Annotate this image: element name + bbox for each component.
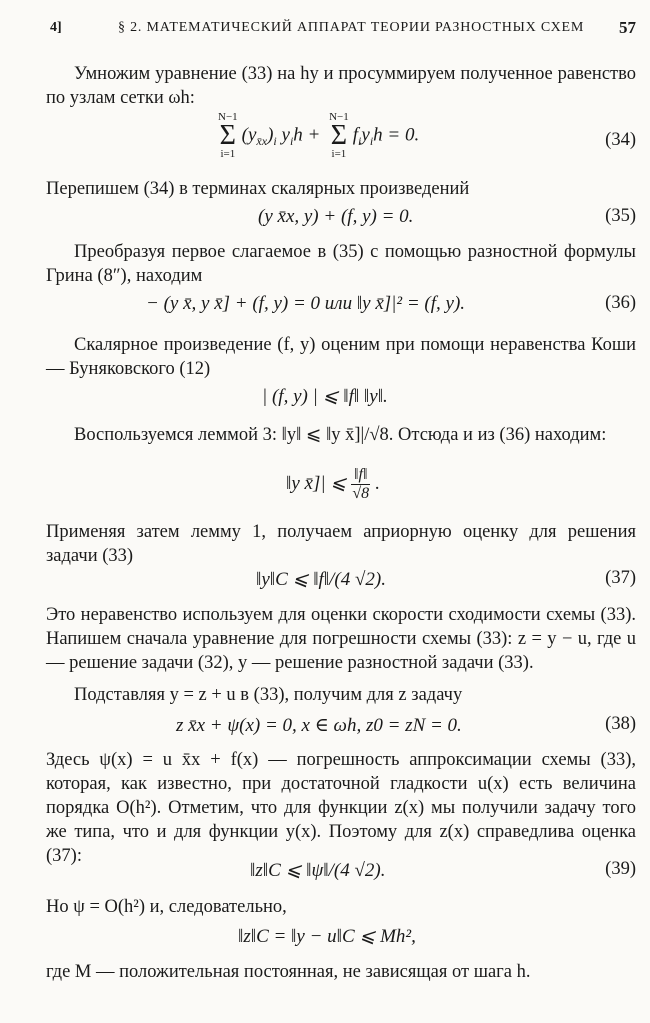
paragraph-11-text: где M — положительная постоянная, не зависящая от шага h. xyxy=(46,962,531,982)
paragraph-2-text: Перепишем (34) в терминах скалярных произведений xyxy=(46,179,470,199)
paragraph-1-text: Умножим уравнение (33) на hy и просуммируем полученное равенство по узлам сетки ωh: xyxy=(46,64,636,108)
equation-37: ‖y‖C ⩽ ‖f‖/(4 √2). xyxy=(256,569,387,590)
paragraph-6-text: Применяя затем лемму 1, получаем априорную оценку для решения задачи (33) xyxy=(46,522,636,566)
equation-number: (35) xyxy=(605,206,636,226)
paragraph-10 xyxy=(46,895,636,919)
equation-number: (39) xyxy=(605,859,636,879)
equation-number: (38) xyxy=(605,714,636,734)
paragraph-5-text: Воспользуемся леммой 3: ‖y‖ ⩽ ‖y x̄]|/√8. Отсюда и из (36) находим: xyxy=(74,425,607,445)
page-number: 57 xyxy=(619,18,636,37)
paragraph-6 xyxy=(46,520,636,568)
page-header xyxy=(0,18,650,44)
equation-number: (36) xyxy=(605,293,636,313)
paragraph-2 xyxy=(46,177,636,201)
running-title: § 2. МАТЕМАТИЧЕСКИЙ АППАРАТ ТЕОРИИ РАЗНОСТНЫХ СХЕМ xyxy=(118,20,585,35)
paragraph-10-text: Но ψ = O(h²) и, следовательно, xyxy=(46,897,287,917)
paragraph-4-text: Скалярное произведение (f, y) оценим при помощи неравенства Коши — Буняковского (12) xyxy=(46,335,636,379)
paragraph-8-text: Подставляя y = z + u в (33), получим для z задачу xyxy=(74,685,463,705)
paragraph-1 xyxy=(46,62,636,110)
equation-36: − (y x̄, y x̄] + (f, y) = 0 или ‖y x̄]|² = (f, y). xyxy=(146,293,466,314)
paragraph-4 xyxy=(46,333,636,381)
equation-39: ‖z‖C ⩽ ‖ψ‖/(4 √2). xyxy=(250,860,386,881)
fraction-numerator: ‖f‖ xyxy=(351,466,370,485)
section-marker: 4] xyxy=(50,20,62,35)
paragraph-9 xyxy=(46,748,636,868)
paragraph-9-text: Здесь ψ(x) = u x̄x + f(x) — погрешность аппроксимации схемы (33), которая, как известно, при достаточной гладкости u(x) есть величина порядка O(h²). Отметим, что для функции z(x) мы получили задачу того же типа, что и для функции y(x). Поэтому для z(x) справедлива оценка (37): xyxy=(46,750,636,866)
paragraph-3 xyxy=(46,240,636,288)
estimate-formula xyxy=(286,466,380,503)
paragraph-3-text: Преобразуя первое слагаемое в (35) с помощью разностной формулы Грина (8″), находим xyxy=(46,242,636,286)
paragraph-5 xyxy=(46,423,636,447)
sum-symbol: N−1 Σ i=1 xyxy=(329,111,349,160)
inequality-cauchy: | (f, y) | ⩽ ‖f‖ ‖y‖. xyxy=(262,386,388,407)
estimate-tail: . xyxy=(375,472,380,494)
final-estimate: ‖z‖C = ‖y − u‖C ⩽ Mh², xyxy=(238,926,416,947)
estimate-left: ‖y x̄]| ⩽ xyxy=(286,472,347,494)
equation-34: N−1 Σ i=1 $(y_{x̄x})_i$ $y_ih$ + N−1 Σ i=1 $f_iy_ih = 0$. xyxy=(218,111,420,160)
equation-38: z x̄x + ψ(x) = 0, x ∈ ωh, z0 = zN = 0. xyxy=(176,715,462,736)
equation-35: (y x̄x, y) + (f, y) = 0. xyxy=(258,206,414,227)
sum-symbol: N−1 Σ i=1 xyxy=(218,111,238,160)
equation-number: (37) xyxy=(605,568,636,588)
fraction xyxy=(351,466,370,503)
paragraph-7 xyxy=(46,603,636,675)
paragraph-7-text: Это неравенство используем для оценки скорости сходимости схемы (33). Напишем сначала уравнение для погрешности схемы (33): z = y − u, где u — решение задачи (32), y — решение разностной задачи (33). xyxy=(46,605,636,673)
paragraph-11 xyxy=(46,960,636,984)
paragraph-8 xyxy=(46,683,636,707)
equation-number: (34) xyxy=(605,130,636,150)
fraction-denominator: √8 xyxy=(352,485,370,502)
